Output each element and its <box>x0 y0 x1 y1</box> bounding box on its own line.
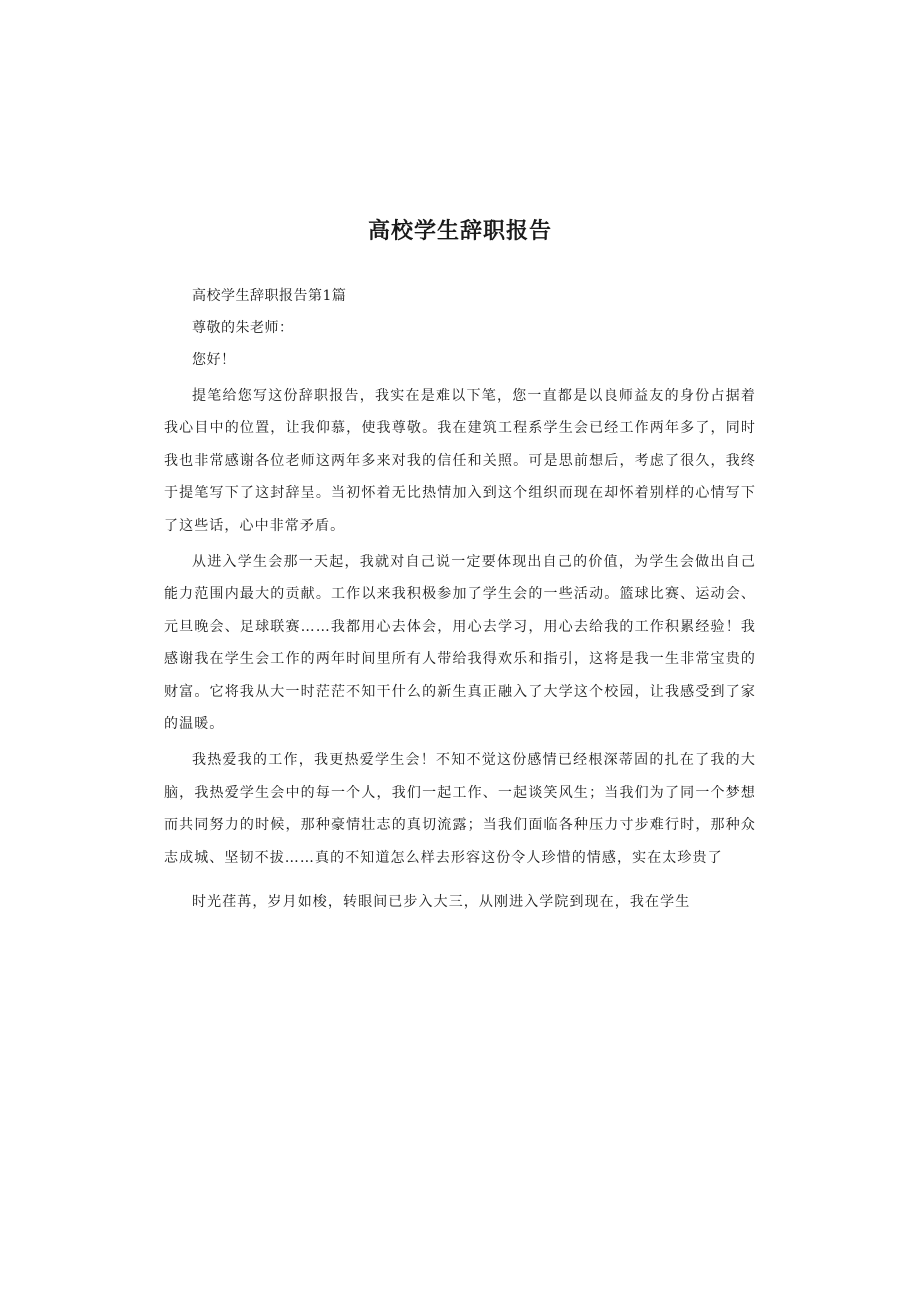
salutation: 尊敬的朱老师： <box>192 320 294 336</box>
section-heading: 高校学生辞职报告第1篇 <box>192 288 347 304</box>
document-title: 高校学生辞职报告 <box>367 219 552 244</box>
greeting: 您好！ <box>192 352 236 368</box>
paragraph-4: 时光荏苒，岁月如梭，转眼间已步入大三，从刚进入学院到现在，我在学生 <box>192 894 691 911</box>
paragraph-3: 我热爱我的工作，我更热爱学生会！不知不觉这份感情已经根深蒂固的扎在了我的大脑，我热爱学生会中的每一个人，我们一起工作、一起谈笑风生；当我们为了同一个梦想而共同努力的时候，那种豪情壮志的真切流露；当我们面临各种压力寸步难行时，那种众志成城、坚韧不拔……真的不知道怎么样去形容这份令人珍惜的情感，实在太珍贵了 <box>164 752 756 866</box>
paragraph-1: 提笔给您写这份辞职报告，我实在是难以下笔，您一直都是以良师益友的身份占据着我心目中的位置，让我仰慕，使我尊敬。我在建筑工程系学生会已经工作两年多了，同时我也非常感谢各位老师这两年多来对我的信任和关照。可是思前想后，考虑了很久，我终于提笔写下了这封辞呈。当初怀着无比热情加入到这个组织而现在却怀着别样的心情写下了这些话，心中非常矛盾。 <box>164 388 756 534</box>
paragraph-2: 从进入学生会那一天起，我就对自己说一定要体现出自己的价值，为学生会做出自己能力范围内最大的贡献。工作以来我积极参加了学生会的一些活动。篮球比赛、运动会、元旦晚会、足球联赛……我都用心去体会，用心去学习，用心去给我的工作积累经验！我感谢我在学生会工作的两年时间里所有人带给我得欢乐和指引，这将是我一生非常宝贵的财富。它将我从大一时茫茫不知干什么的新生真正融入了大学这个校园，让我感受到了家的温暖。 <box>164 554 756 733</box>
document-body <box>164 280 756 919</box>
